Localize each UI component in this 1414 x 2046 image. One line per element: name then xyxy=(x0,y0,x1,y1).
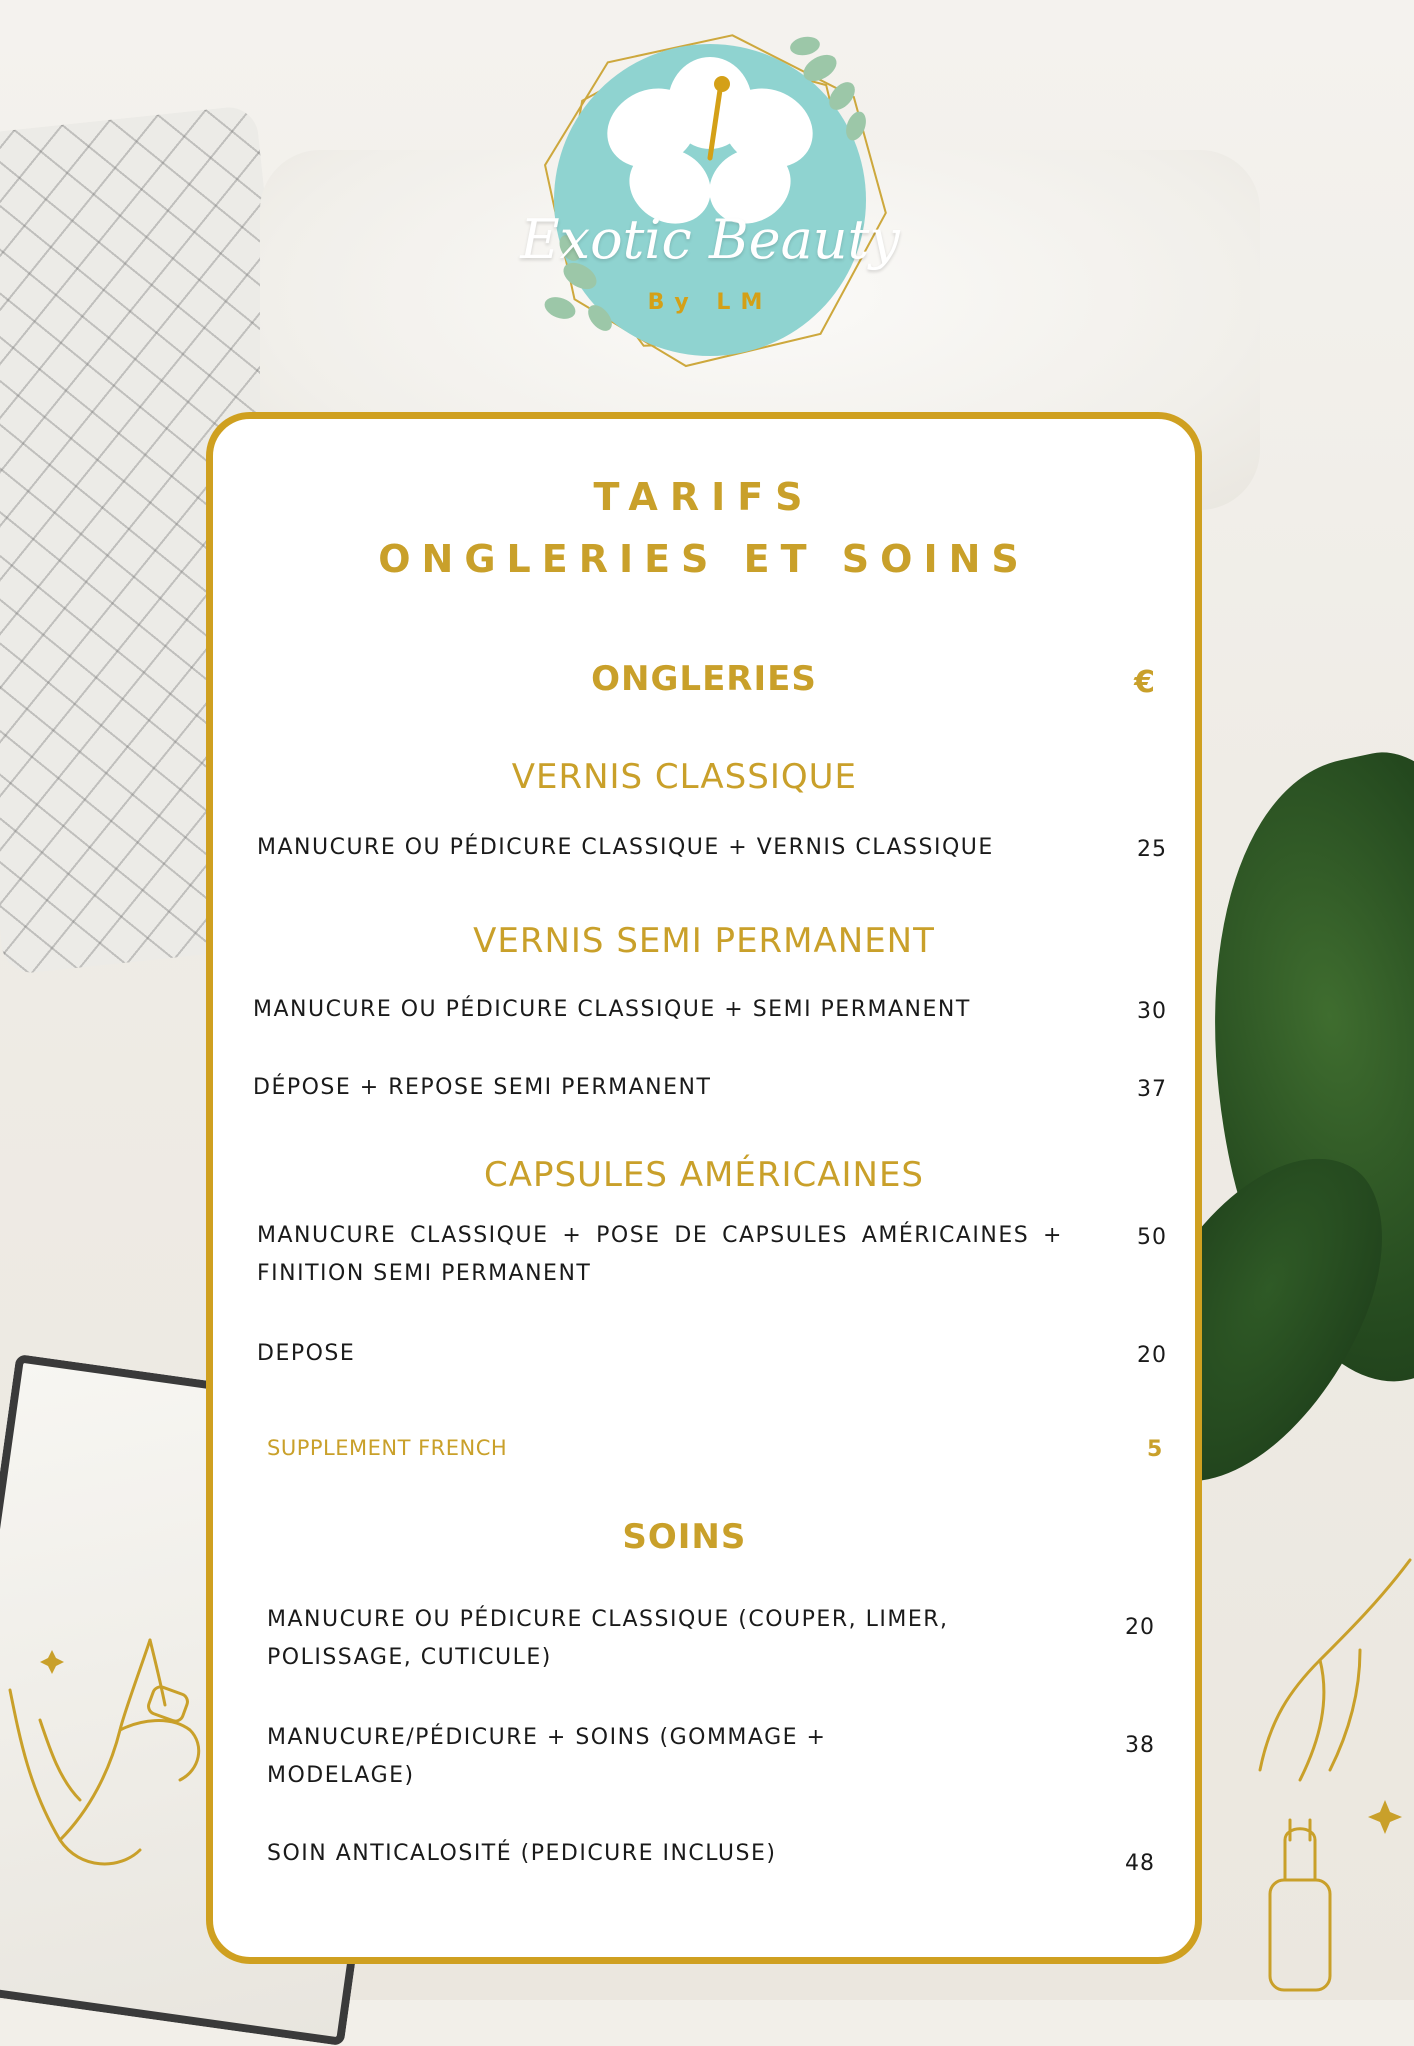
item-label: MANUCURE CLASSIQUE + POSE DE CAPSULES AMÉRICAINES + FINITION SEMI PERMANENT xyxy=(257,1223,1063,1286)
item-price: 48 xyxy=(1125,1851,1155,1876)
item-label: SOIN ANTICALOSITÉ (PEDICURE INCLUSE) xyxy=(267,1841,777,1866)
brand-subtitle: By LM xyxy=(647,290,773,315)
section-vernis-classique: VERNIS CLASSIQUE xyxy=(511,757,857,797)
item-label: DÉPOSE + REPOSE SEMI PERMANENT xyxy=(253,1075,712,1100)
currency-header: € xyxy=(1134,665,1155,700)
section-ongleries: ONGLERIES xyxy=(591,659,817,699)
brand-name: Exotic Beauty xyxy=(520,208,900,271)
supplement-price: 5 xyxy=(1147,1437,1164,1462)
price-card xyxy=(206,412,1202,1964)
section-capsules-americaines: CAPSULES AMÉRICAINES xyxy=(483,1155,925,1195)
logo-emblem-icon xyxy=(520,8,900,388)
page-subtitle: ONGLERIES ET SOINS xyxy=(378,537,1030,581)
supplement-label: SUPPLEMENT FRENCH xyxy=(267,1436,508,1460)
item-price: 25 xyxy=(1137,837,1167,862)
item-price: 38 xyxy=(1125,1733,1155,1758)
brand-logo xyxy=(520,8,900,388)
section-soins: SOINS xyxy=(622,1517,747,1557)
hand-line-art-left-icon xyxy=(0,1620,230,1880)
page-title: TARIFS xyxy=(593,475,815,519)
item-price: 20 xyxy=(1137,1343,1167,1368)
item-label: DEPOSE xyxy=(257,1341,356,1366)
item-label: MANUCURE/PÉDICURE + SOINS (GOMMAGE + MODELAGE) xyxy=(267,1725,827,1788)
item-label: MANUCURE OU PÉDICURE CLASSIQUE + VERNIS CLASSIQUE xyxy=(257,835,994,860)
section-vernis-semi-permanent: VERNIS SEMI PERMANENT xyxy=(473,921,935,961)
hand-line-art-right-icon xyxy=(1210,1540,1414,2000)
item-price: 37 xyxy=(1137,1077,1167,1102)
item-price: 50 xyxy=(1137,1225,1167,1250)
item-price: 20 xyxy=(1125,1615,1155,1640)
item-label: MANUCURE OU PÉDICURE CLASSIQUE (COUPER, LIMER, POLISSAGE, CUTICULE) xyxy=(267,1607,949,1670)
item-price: 30 xyxy=(1137,999,1167,1024)
item-label: MANUCURE OU PÉDICURE CLASSIQUE + SEMI PERMANENT xyxy=(253,997,971,1022)
